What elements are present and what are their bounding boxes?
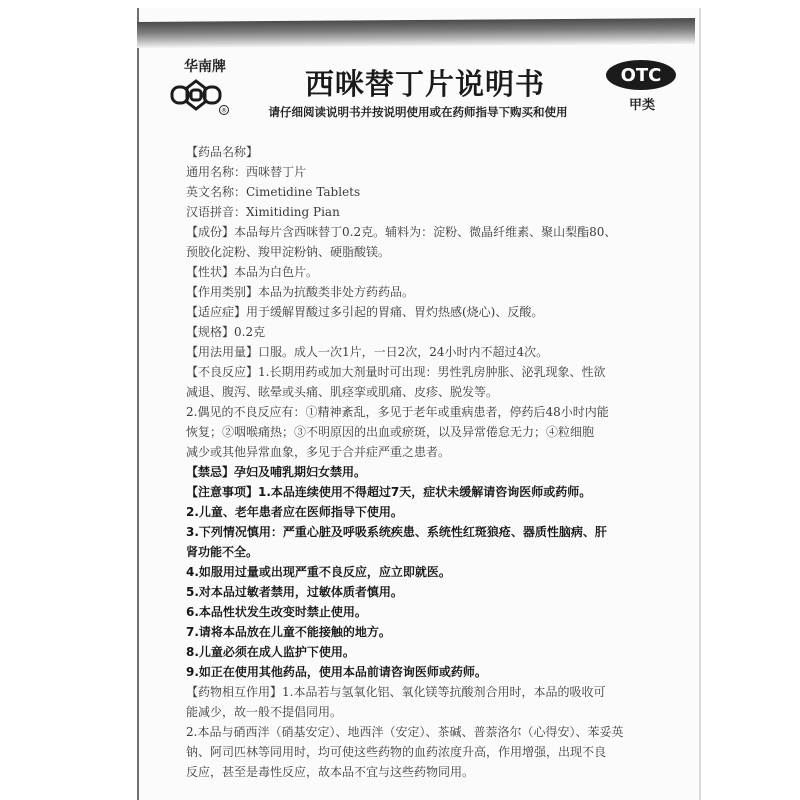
text-line: 减少或其他异常血象，多见于合并症严重之患者。	[186, 445, 451, 459]
leaflet-body	[186, 142, 674, 782]
text-line: 5.对本品过敏者禁用，过敏体质者慎用。	[186, 585, 403, 599]
text-line: 8.儿童必须在成人监护下使用。	[186, 645, 355, 659]
brand-logo	[168, 76, 232, 120]
text-line: 能减少，故一般不提倡同用。	[186, 705, 343, 719]
text-line: 4.如服用过量或出现严重不良反应，应立即就医。	[186, 565, 451, 579]
text-line: 恢复；②咽喉痛热；③不明原因的出血或瘀斑，以及异常倦怠无力；④粒细胞	[186, 425, 595, 439]
text-line: 2.儿童、老年患者应在医师指导下使用。	[186, 505, 403, 519]
text-line: 通用名称：西咪替丁片	[186, 165, 307, 179]
scan-shadow-band	[137, 18, 695, 48]
text-line: 【作用类别】本品为抗酸类非处方药药品。	[186, 285, 415, 299]
text-line: 【成份】本品每片含西咪替丁0.2克。辅料为：淀粉、微晶纤维素、聚山梨酯80、	[186, 225, 617, 239]
document-title: 西咪替丁片说明书	[304, 67, 545, 101]
text-line: 【规格】0.2克	[186, 325, 266, 339]
brand-name: 华南牌	[184, 59, 226, 75]
text-line: 预胶化淀粉、羧甲淀粉钠、硬脂酸镁。	[186, 245, 391, 259]
text-line: 反应，甚至是毒性反应，故本品不宜与这些药物同用。	[186, 765, 475, 779]
text-line: 汉语拼音：Ximitiding Pian	[186, 205, 340, 219]
text-line: 减退、腹泻、眩晕或头痛、肌痉挛或肌痛、皮疹、脱发等。	[186, 385, 499, 399]
text-line: 肾功能不全。	[186, 545, 259, 559]
text-line: 9.如正在使用其他药品，使用本品前请咨询医师或药师。	[186, 665, 487, 679]
text-line: 2.本品与硝西泮（硝基安定）、地西泮（安定）、茶碱、普萘洛尔（心得安）、苯妥英	[186, 725, 624, 739]
otc-class-label: 甲类	[628, 98, 655, 113]
text-line: 【注意事项】1.本品连续使用不得超过7天，症状未缓解请咨询医师或药师。	[186, 485, 592, 499]
text-line: 钠、阿司匹林等同用时，均可使这些药物的血药浓度升高，作用增强，出现不良	[186, 745, 607, 759]
text-line: 7.请将本品放在儿童不能接触的地方。	[186, 625, 391, 639]
text-line: 3.下列情况慎用：严重心脏及呼吸系统疾患、系统性红斑狼疮、器质性脑病、肝	[186, 525, 607, 539]
text-line: 【用法用量】口服。成人一次1片，一日2次，24小时内不超过4次。	[186, 345, 549, 359]
otc-badge: OTC	[606, 60, 676, 90]
text-line: 6.本品性状发生改变时禁止使用。	[186, 605, 367, 619]
text-line: 【禁忌】孕妇及哺乳期妇女禁用。	[186, 465, 367, 479]
text-line: 【不良反应】1.长期用药或加大剂量时可出现：男性乳房肿胀、泌乳现象、性欲	[186, 365, 606, 379]
registered-mark: ®	[221, 107, 227, 115]
usage-instruction: 请仔细阅读说明书并按说明使用或在药师指导下购买和使用	[268, 105, 568, 119]
text-line: 2.偶见的不良反应有：①精神紊乱，多见于老年或重病患者，停药后48小时内能	[186, 405, 609, 419]
text-line: 【药物相互作用】1.本品若与氢氧化铝、氧化镁等抗酸剂合用时，本品的吸收可	[186, 685, 606, 699]
text-line: 【性状】本品为白色片。	[186, 265, 319, 279]
text-line: 英文名称：Cimetidine Tablets	[186, 185, 361, 199]
text-line: 【药品名称】	[186, 145, 259, 159]
text-line: 【适应症】用于缓解胃酸过多引起的胃痛、胃灼热感(烧心)、反酸。	[186, 305, 544, 319]
